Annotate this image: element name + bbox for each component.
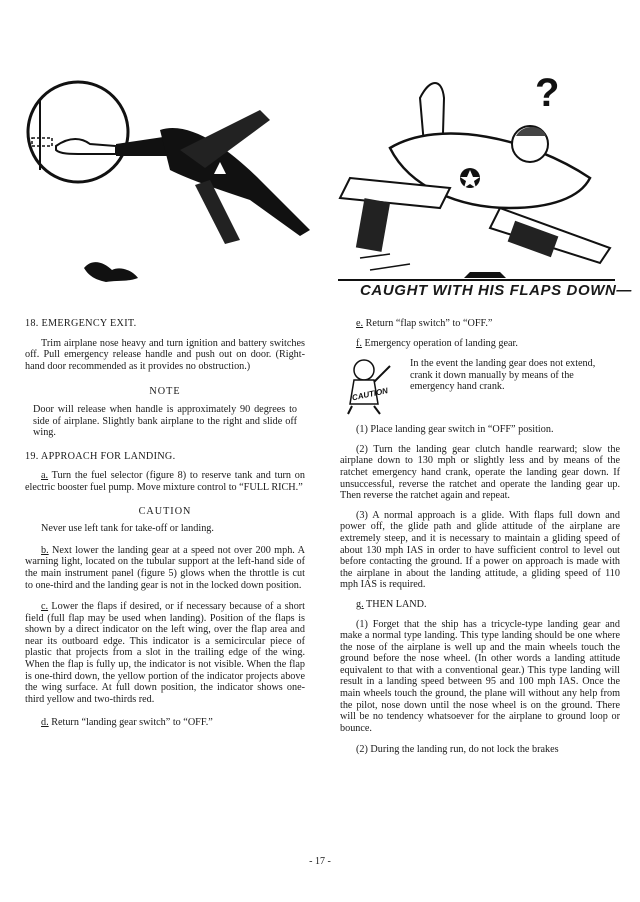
caution-figure-icon bbox=[340, 356, 398, 416]
item-d bbox=[25, 717, 305, 729]
item-f-letter: f. bbox=[356, 337, 362, 349]
item-a bbox=[25, 470, 305, 493]
caution-callout bbox=[340, 356, 620, 418]
caution-text: Never use left tank for take-off or landing. bbox=[41, 523, 214, 535]
note-text: Door will release when handle is approximately 90 degrees to side of airplane. Slightly bank airplane to the right and slide off wing. bbox=[33, 403, 297, 439]
item-c-text: Lower the flaps if desired, or if necessary because of a short field (full flap may be used when landing). Position of the flaps is shown by a direct indicator on the left wing, over the flap area and near its outboard edge. This indicator is a semicircular piece of plastic that projects from a slot in the trailing edge of the wing. When the flap is fully up, the indicator is not visible. When the flap is one-third down, the yellow portion of the indicator projects above the wing surface. At full down position, the indicator shows one-third yellow and two-thirds red. bbox=[25, 601, 306, 705]
item-c-letter: c. bbox=[41, 601, 49, 613]
note-title: NOTE bbox=[149, 386, 181, 398]
item-b-letter: b. bbox=[41, 544, 49, 556]
item-b-text: Next lower the landing gear at a speed not over 200 mph. A warning light, located on the tubular support at the left-hand side of the main instrument panel (figure 5) glows when the throttle is cut to one-third and the landing gear is not in the locked down position. bbox=[25, 544, 306, 591]
page-number: - 17 - bbox=[309, 856, 331, 867]
item-g-text: THEN LAND. bbox=[366, 598, 427, 610]
caution-callout-text: In the event the landing gear does not extend, crank it down manually by means of the emergency hand crank. bbox=[410, 358, 596, 393]
f-step-1: (1) Place landing gear switch in “OFF” position. bbox=[356, 424, 554, 436]
f-step-3: (3) A normal approach is a glide. With flaps full down and power off, the glide path and glide attitude of the airplane are extremely steep, and it is necessary to maintain a gliding speed of about 130 mph IAS in order to have sufficient control to level out before contacting the ground. If a power on approach is made with the airplane in about the landing attitude, a gliding speed of 110 mph IAS is required. bbox=[340, 509, 620, 591]
item-a-letter: a. bbox=[41, 470, 49, 482]
section-18-paragraph: Trim airplane nose heavy and turn ignition and battery switches off. Pull emergency release handle and push out on door. (Right-hand door recommended as it provides no obstruction.) bbox=[25, 337, 305, 372]
section-19-heading: 19. APPROACH FOR LANDING. bbox=[25, 450, 176, 462]
item-c bbox=[25, 601, 305, 705]
item-e bbox=[340, 318, 620, 330]
item-a-text: Turn the fuel selector (figure 8) to reserve tank and turn on electric booster fuel pump. Move mixture control to “FULL RICH.” bbox=[25, 470, 305, 493]
f-step-2: (2) Turn the landing gear clutch handle rearward; slow the airplane down to 130 mph or slightly less and by means of the ratchet emergency hand crank, operate the landing gear down. If unsuccessful, reverse the ratchet and operate the landing gear up. Then reverse the ratchet again and repeat. bbox=[340, 443, 620, 502]
caution-badge-text: CAUTION bbox=[351, 386, 389, 403]
item-e-letter: e. bbox=[356, 318, 364, 329]
flaps-down-cartoon bbox=[330, 58, 630, 288]
right-column bbox=[340, 318, 620, 763]
g-step-2: (2) During the landing run, do not lock the brakes bbox=[356, 744, 559, 756]
section-18-heading: 18. EMERGENCY EXIT. bbox=[25, 318, 137, 329]
item-e-text: Return “flap switch” to “OFF.” bbox=[365, 318, 493, 329]
left-column bbox=[25, 318, 305, 736]
item-b bbox=[25, 545, 305, 591]
item-g-letter: g. bbox=[356, 598, 364, 610]
svg-text:?: ? bbox=[535, 71, 560, 115]
item-f-text: Emergency operation of landing gear. bbox=[364, 337, 518, 349]
cartoon-caption: CAUGHT WITH HIS FLAPS DOWN— bbox=[360, 282, 633, 299]
emergency-exit-illustration bbox=[20, 50, 320, 330]
item-f bbox=[340, 338, 620, 350]
item-g bbox=[340, 599, 620, 611]
g-step-1: (1) Forget that the ship has a tricycle-type landing gear and make a normal type landing. This type landing should be one where the nose of the airplane is well up and the main wheels touch the ground before the nose wheel. (In other words a landing attitude equivalent to that with a conventional gear.) This type landing will result in a landing speed between 95 and 100 mph IAS. Once the main wheels touch the ground, the plane will without any help from the pilot, nose down until the nose wheel is on the ground. There will be no tendency whatsoever for the airplane to ground loop or bounce. bbox=[340, 618, 620, 734]
caution-title: CAUTION bbox=[138, 505, 192, 517]
item-d-letter: d. bbox=[41, 717, 49, 729]
item-d-text: Return “landing gear switch” to “OFF.” bbox=[51, 717, 213, 729]
